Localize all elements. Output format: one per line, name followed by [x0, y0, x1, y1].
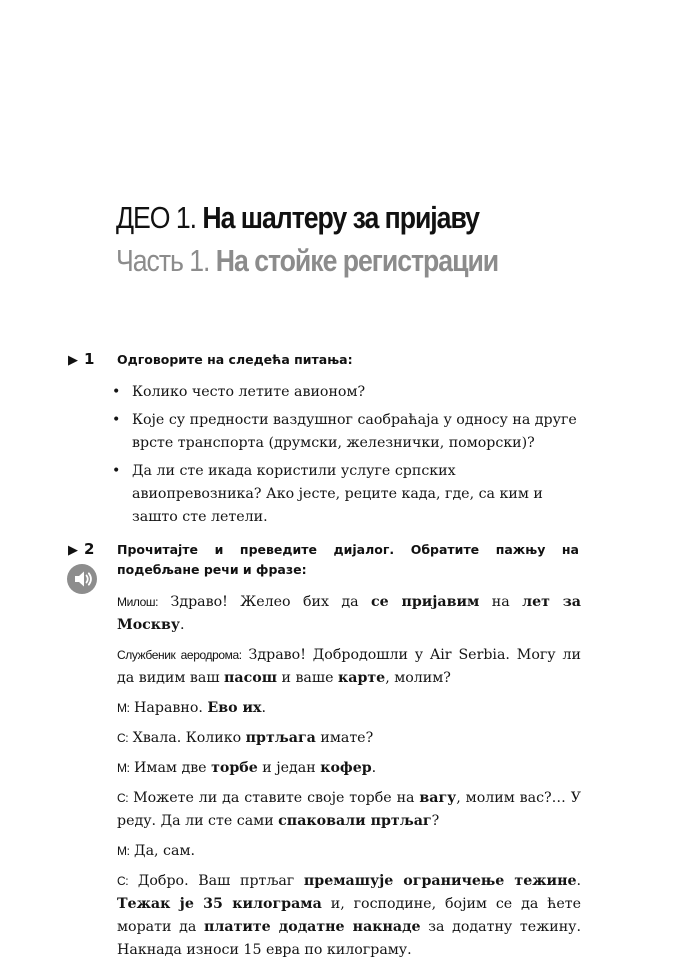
bullet-icon: • [112, 463, 121, 479]
highlighted-phrase: вагу [419, 790, 457, 806]
bullet-icon: • [112, 412, 121, 428]
dialog-text: Да, сам. [129, 843, 196, 859]
exercise-1-question-list [112, 381, 582, 534]
section-title-russian [116, 243, 498, 279]
exercise-1-number [68, 350, 94, 368]
highlighted-phrase: спаковали пртљаг [278, 813, 432, 829]
dialog-text: , молим? [385, 670, 451, 686]
highlighted-phrase: кофер [320, 760, 372, 776]
speaker-label: С: [117, 791, 129, 805]
question-item [112, 409, 582, 455]
dialog-line [117, 697, 581, 720]
exercise-2-number [68, 540, 94, 558]
highlighted-phrase: се пријавим [370, 594, 480, 610]
question-text: Које су предности ваздушног саобраћаја у односу на друге врсте транспорта (друмски, железнички, поморски)? [132, 412, 577, 451]
section-title-russian-prefix: Часть 1. [116, 243, 210, 278]
dialog-text: за додатну тежину. Накнада износи 15 евра по килограму. [117, 919, 582, 958]
dialog-text: и један [257, 760, 321, 776]
highlighted-phrase: пасош [224, 670, 277, 686]
speaker-label: С: [117, 874, 129, 888]
highlighted-phrase: платите додатне накнаде [203, 919, 421, 935]
dialog-text: Здраво! Желео бих да [158, 594, 371, 610]
highlighted-phrase: карте [338, 670, 386, 686]
exercise-2-number-text: 2 [84, 540, 95, 558]
highlighted-phrase: Ево их [207, 700, 262, 716]
section-title-russian-main: На стойке регистрации [215, 243, 499, 278]
dialog-line [117, 644, 581, 690]
speaker-label: Милош: [117, 595, 159, 609]
exercise-1-instruction: Одговорите на следећа питања: [117, 352, 353, 367]
dialog-text: , молим вас?… У реду. Да ли сте сами [117, 790, 581, 829]
bullet-icon: • [112, 384, 121, 400]
highlighted-phrase: пртљага [245, 730, 316, 746]
dialog-text: имате? [315, 730, 374, 746]
exercise-2-instruction: Прочитајте и преведите дијалог. Обратите пажњу на подебљане речи и фразе: [117, 542, 579, 577]
dialog-text: Имам две [129, 760, 212, 776]
highlighted-phrase: премашује ограничење тежине [303, 873, 577, 889]
speaker-label: Службеник аеродрома: [117, 648, 242, 662]
question-item [112, 460, 582, 529]
highlighted-phrase: лет за Москву [117, 594, 582, 633]
highlighted-phrase: Тежак је 35 килограма [117, 896, 322, 912]
dialog-text: Можете ли да ставите своје торбе на [128, 790, 420, 806]
speaker-label: С: [117, 731, 129, 745]
speaker-label: М: [117, 761, 130, 775]
triangle-marker-icon: ▶ [68, 353, 78, 368]
highlighted-phrase: торбе [211, 760, 258, 776]
dialog-text: Добро. Ваш пртљаг [128, 873, 304, 889]
dialog-text: Хвала. Колико [128, 730, 246, 746]
dialog-text: ? [431, 813, 440, 829]
dialog-text: и ваше [276, 670, 338, 686]
dialog [117, 591, 581, 969]
dialog-text: . [261, 700, 266, 716]
dialog-text: Здраво! Добродошли у Air Serbia. Могу ли да видим ваш [117, 647, 581, 686]
dialog-line [117, 870, 581, 962]
dialog-line [117, 840, 581, 863]
dialog-text: . [371, 760, 377, 776]
dialog-text: Наравно. [129, 700, 208, 716]
dialog-text: . [576, 873, 581, 889]
speaker-label: М: [117, 844, 130, 858]
triangle-marker-icon: ▶ [68, 543, 78, 558]
question-item [112, 381, 582, 404]
question-text: Колико често летите авионом? [132, 384, 366, 400]
dialog-line [117, 591, 581, 637]
speaker-label: М: [117, 701, 130, 715]
section-title-serbian [116, 200, 479, 236]
section-title-serbian-prefix: ДЕО 1. [116, 200, 197, 235]
exercise-1-number-text: 1 [84, 350, 95, 368]
dialog-line [117, 757, 581, 780]
section-title-serbian-main: На шалтеру за пријаву [202, 200, 479, 235]
dialog-text: и, господине, бојим се да ћете морати да [117, 896, 581, 935]
dialog-line [117, 727, 581, 750]
dialog-text: на [479, 594, 523, 610]
dialog-line [117, 787, 581, 833]
speaker-icon[interactable] [67, 564, 97, 594]
question-text: Да ли сте икада користили услуге српских авиопревозника? Ако јесте, реците када, где, са ким и зашто сте летели. [132, 463, 543, 525]
dialog-text: . [180, 617, 185, 633]
